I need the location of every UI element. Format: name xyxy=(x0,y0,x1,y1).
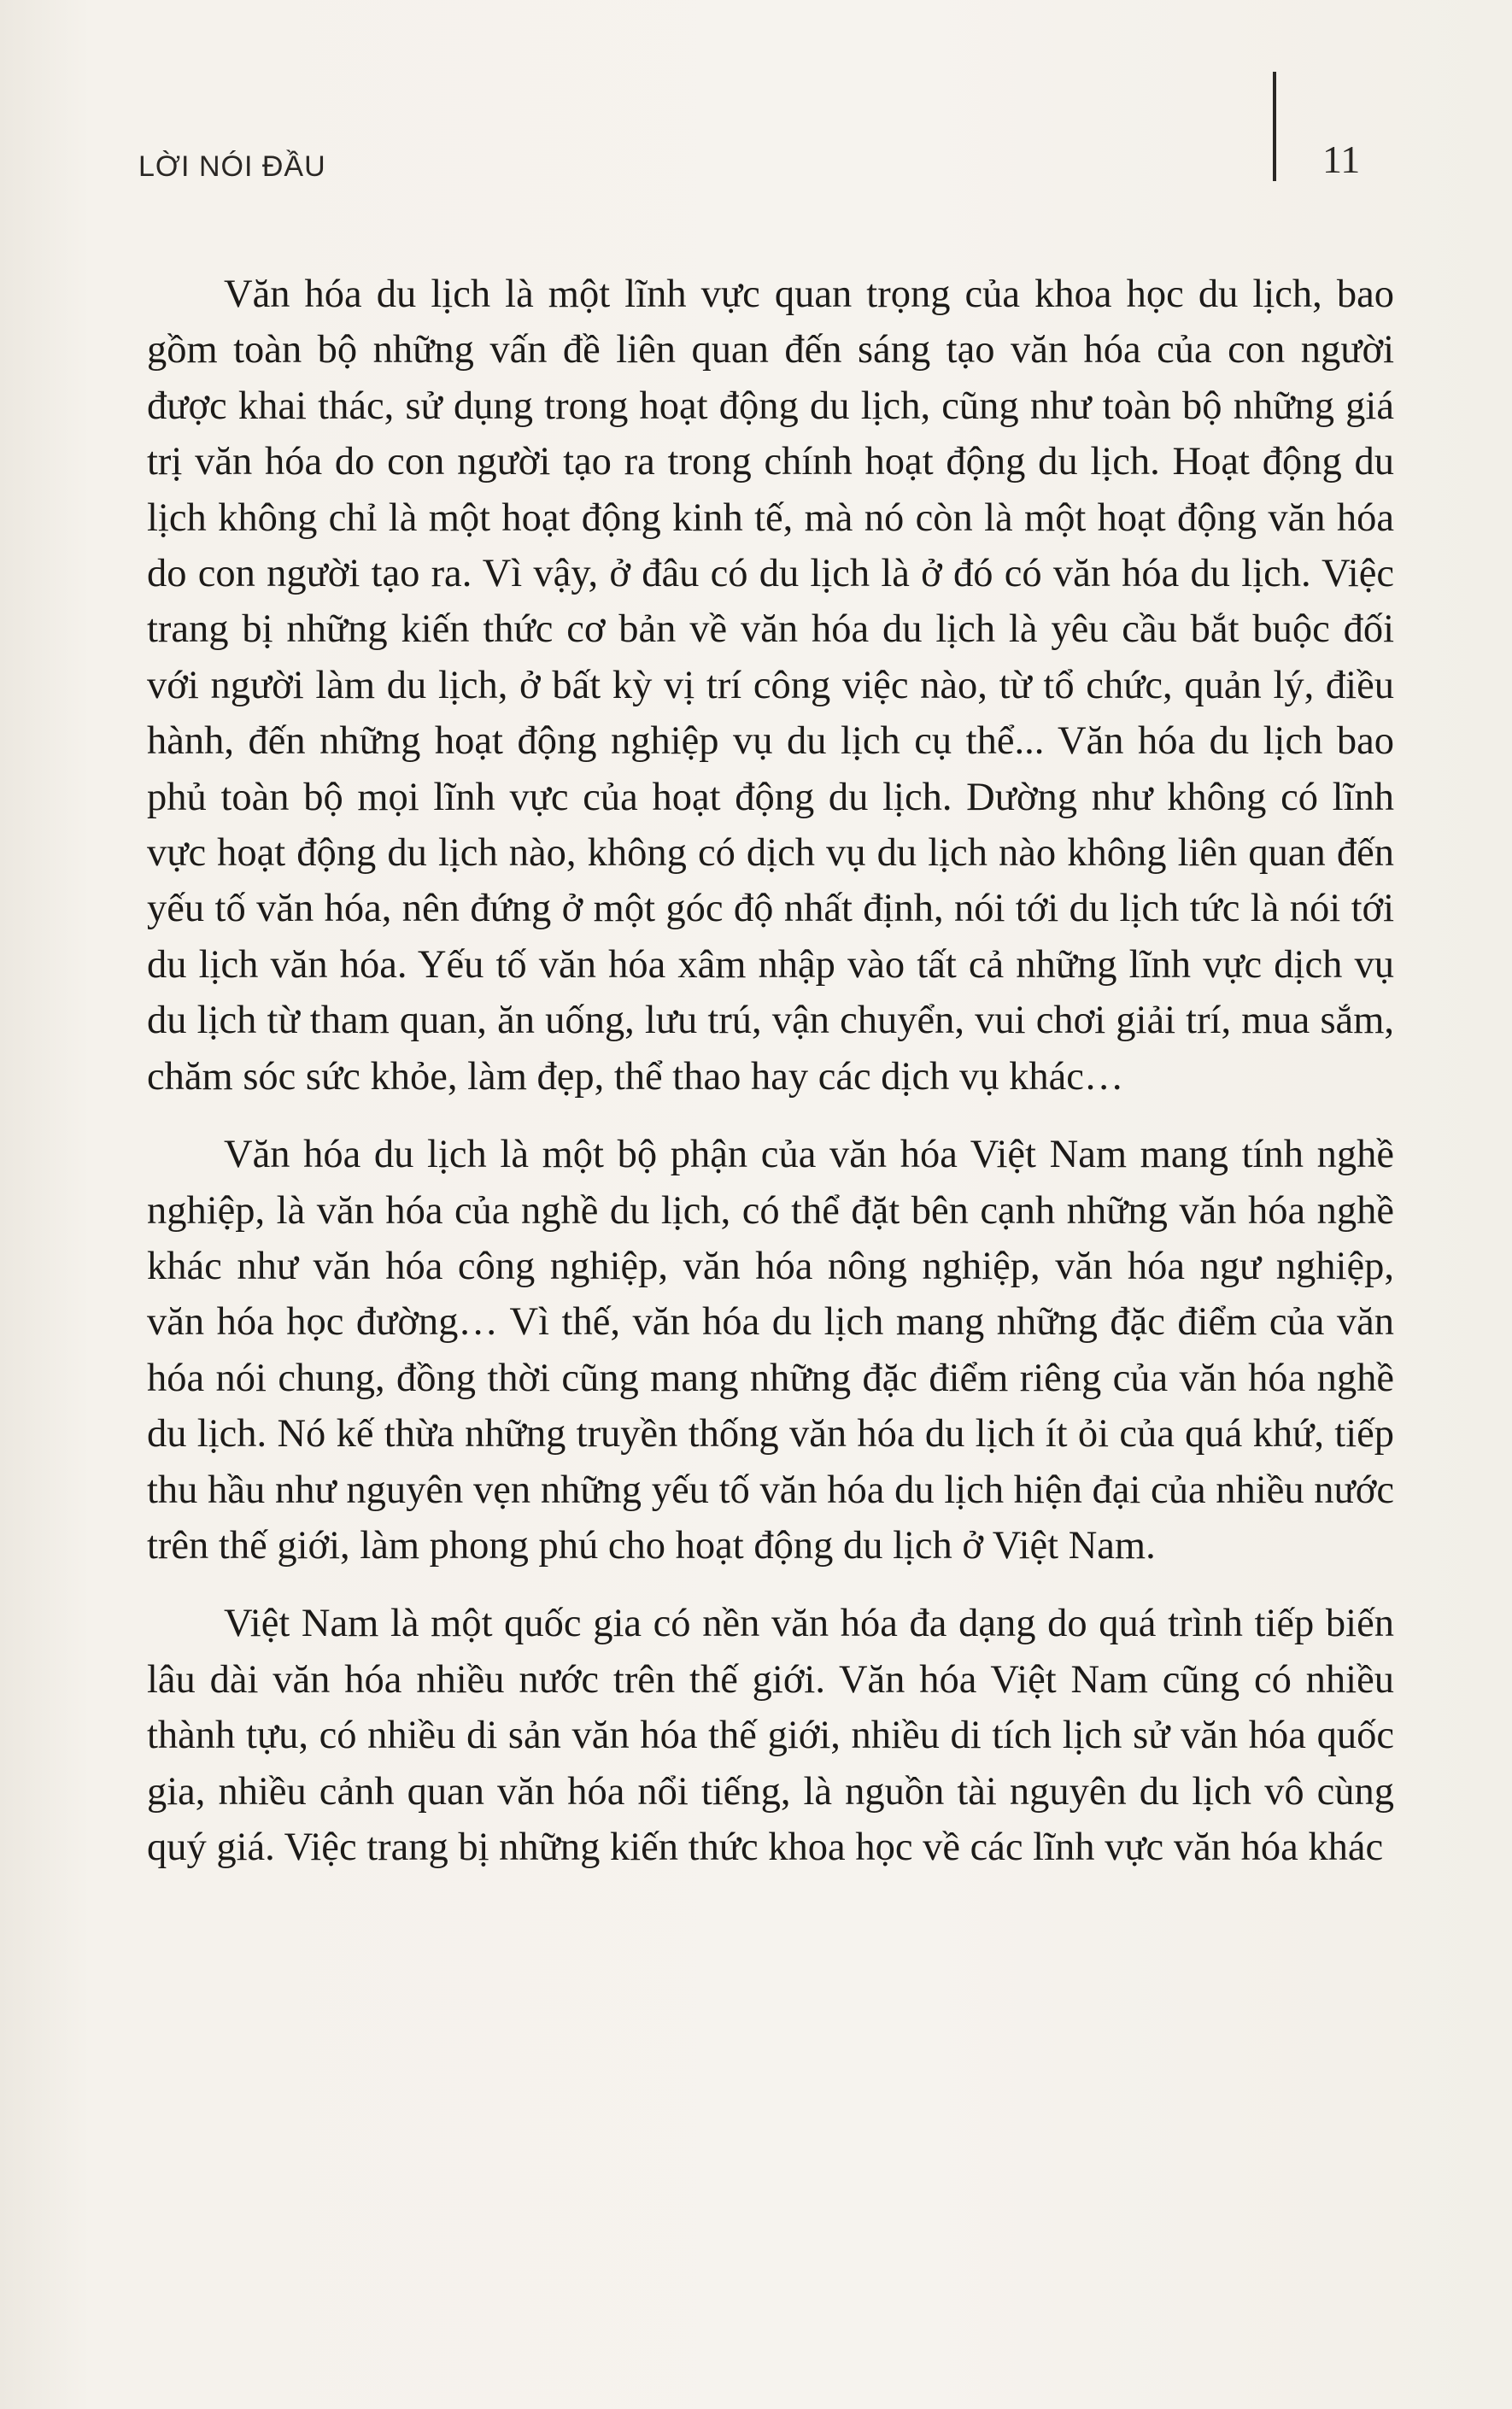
running-head-title: LỜI NÓI ĐẦU xyxy=(138,150,326,183)
header-divider-rule xyxy=(1273,72,1276,181)
paragraph-1: Văn hóa du lịch là một lĩnh vực quan trọng của khoa học du lịch, bao gồm toàn bộ những vấn đề liên quan đến sáng tạo văn hóa của con người được khai thác, sử dụng trong hoạt động du lịch, cũng như toàn bộ những giá trị văn hóa do con người tạo ra trong chính hoạt động du lịch. Hoạt động du lịch không chỉ là một hoạt động kinh tế, mà nó còn là một hoạt động văn hóa do con người tạo ra. Vì vậy, ở đâu có du lịch là ở đó có văn hóa du lịch. Việc trang bị những kiến thức cơ bản về văn hóa du lịch là yêu cầu bắt buộc đối với người làm du lịch, ở bất kỳ vị trí công việc nào, từ tổ chức, quản lý, điều hành, đến những hoạt động nghiệp vụ du lịch cụ thể... Văn hóa du lịch bao phủ toàn bộ mọi lĩnh vực của hoạt động du lịch. Dường như không có lĩnh vực hoạt động du lịch nào, không có dịch vụ du lịch nào không liên quan đến yếu tố văn hóa, nên đứng ở một góc độ nhất định, nói tới du lịch tức là nói tới du lịch văn hóa. Yếu tố văn hóa xâm nhập vào tất cả những lĩnh vực dịch vụ du lịch từ tham quan, ăn uống, lưu trú, vận chuyển, vui chơi giải trí, mua sắm, chăm sóc sức khỏe, làm đẹp, thể thao hay các dịch vụ khác… xyxy=(147,273,1394,1099)
paragraph-3: Việt Nam là một quốc gia có nền văn hóa đa dạng do quá trình tiếp biến lâu dài văn hóa nhiều nước trên thế giới. Văn hóa Việt Nam cũng có nhiều thành tựu, có nhiều di sản văn hóa thế giới, nhiều di tích lịch sử văn hóa quốc gia, nhiều cảnh quan văn hóa nổi tiếng, là nguồn tài nguyên du lịch vô cùng quý giá. Việc trang bị những kiến thức khoa học về các lĩnh vực văn hóa khác xyxy=(147,1602,1394,1869)
body-text xyxy=(147,267,1394,1897)
paragraph-2: Văn hóa du lịch là một bộ phận của văn hóa Việt Nam mang tính nghề nghiệp, là văn hóa của nghề du lịch, có thể đặt bên cạnh những văn hóa nghề khác như văn hóa công nghiệp, văn hóa nông nghiệp, văn hóa ngư nghiệp, văn hóa học đường… Vì thế, văn hóa du lịch mang những đặc điểm của văn hóa nói chung, đồng thời cũng mang những đặc điểm riêng của văn hóa nghề du lịch. Nó kế thừa những truyền thống văn hóa du lịch ít ỏi của quá khứ, tiếp thu hầu như nguyên vẹn những yếu tố văn hóa du lịch hiện đại của nhiều nước trên thế giới, làm phong phú cho hoạt động du lịch ở Việt Nam. xyxy=(147,1133,1394,1568)
page-number: 11 xyxy=(1322,138,1361,181)
